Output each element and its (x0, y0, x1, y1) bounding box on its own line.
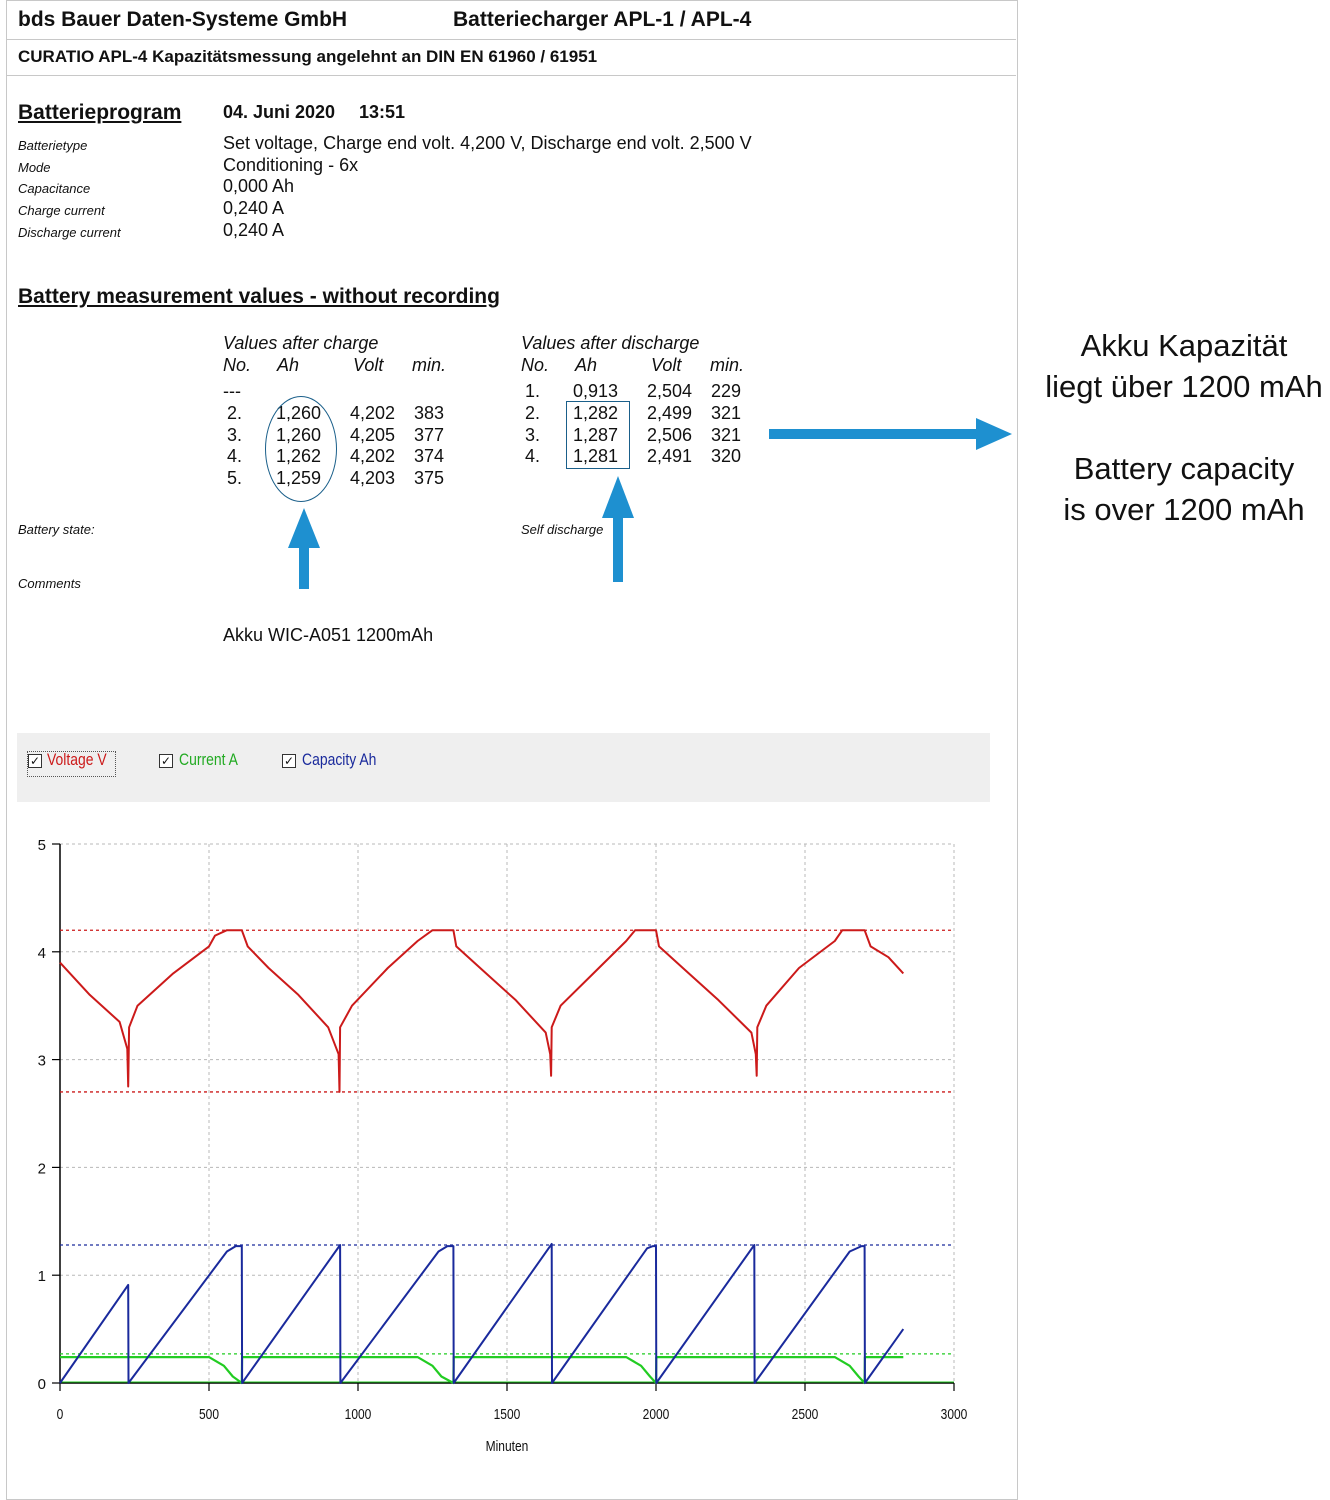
discharge-row-2-min: 321 (711, 403, 742, 423)
annotation-de-line2: liegt über 1200 mAh (1045, 369, 1323, 404)
discharge-row-2-no: 2. (525, 403, 541, 423)
program-value-batterietype: Set voltage, Charge end volt. 4,200 V, Discharge end volt. 2,500 V (223, 133, 752, 153)
discharge-row-4-ah: 1,281 (573, 446, 619, 466)
discharge-row-2-volt: 2,499 (647, 403, 693, 423)
y-tick-label: 2 (37, 1160, 46, 1178)
company-name: bds Bauer Daten-Systeme GmbH (18, 8, 348, 31)
program-value-capacitance: 0,000 Ah (223, 176, 295, 196)
discharge-row-2-ah: 1,282 (573, 403, 619, 423)
program-date: 04. Juni 2020 (223, 102, 336, 122)
x-tick-label: 2500 (791, 1405, 819, 1423)
charge-row-4-volt: 4,202 (350, 446, 396, 466)
y-tick-label: 0 (37, 1376, 46, 1393)
charge-header-min: min. (412, 355, 447, 375)
voltage-legend-label[interactable]: Voltage V (47, 750, 107, 769)
discharge-table-title: Values after discharge (521, 333, 700, 353)
y-tick-label: 4 (37, 944, 46, 962)
charge-header-ah: Ah (277, 355, 300, 375)
annotation-de-line1: Akku Kapazität (1080, 328, 1288, 363)
program-time: 13:51 (359, 102, 406, 122)
arrow-up-discharge-icon (602, 476, 634, 582)
charge-row-3-ah: 1,260 (276, 425, 322, 445)
program-label-discharge-current: Discharge current (18, 225, 121, 240)
discharge-row-3-volt: 2,506 (647, 425, 693, 445)
charge-row-2-ah: 1,260 (276, 403, 322, 423)
series-line-current-a (60, 1357, 903, 1383)
x-tick-label: 3000 (940, 1405, 968, 1423)
discharge-row-3-no: 3. (525, 425, 541, 445)
discharge-row-4-volt: 2,491 (647, 446, 693, 466)
discharge-row-1-ah: 0,913 (573, 381, 619, 401)
capacity-checkbox[interactable]: ✓ (283, 754, 295, 768)
measurement-title: Battery measurement values - without recording (18, 285, 500, 308)
charge-row-5-no: 5. (227, 468, 243, 488)
charge-row-4-ah: 1,262 (276, 446, 322, 466)
comment-text: Akku WIC-A051 1200mAh (223, 625, 434, 645)
discharge-row-1-no: 1. (525, 381, 541, 401)
annotation-en-line2: is over 1200 mAh (1063, 492, 1305, 527)
charge-row-5-ah: 1,259 (276, 468, 322, 488)
program-label-batterietype: Batterietype (18, 138, 88, 153)
charge-row-2-min: 383 (414, 403, 445, 423)
chart-legend-bar (17, 733, 990, 802)
product-name: Batteriecharger APL-1 / APL-4 (453, 8, 752, 31)
battery-state-label: Battery state: (18, 522, 95, 537)
discharge-row-4-min: 320 (711, 446, 742, 466)
battery-chart (0, 820, 1010, 1470)
current-checkbox[interactable]: ✓ (160, 754, 172, 768)
x-tick-label: 2000 (642, 1405, 670, 1423)
annotation-en-line1: Battery capacity (1073, 451, 1295, 486)
program-label-mode: Mode (18, 160, 51, 175)
discharge-header-volt: Volt (651, 355, 682, 375)
x-tick-label: 1500 (493, 1405, 521, 1423)
discharge-row-3-min: 321 (711, 425, 742, 445)
y-tick-label: 5 (37, 837, 46, 854)
charge-row-5-min: 375 (414, 468, 445, 488)
charge-row-5-volt: 4,203 (350, 468, 396, 488)
x-tick-label: 0 (56, 1405, 64, 1423)
discharge-header-min: min. (710, 355, 745, 375)
charge-row-2-no: 2. (227, 403, 243, 423)
x-tick-label: 1000 (344, 1405, 372, 1423)
series-line-voltage-v (60, 930, 903, 1092)
discharge-row-1-min: 229 (711, 381, 742, 401)
discharge-header-no: No. (521, 355, 550, 375)
current-legend-label[interactable]: Current A (179, 750, 238, 769)
program-value-mode: Conditioning - 6x (223, 155, 359, 175)
program-value-charge-current: 0,240 A (223, 198, 285, 218)
arrow-right-icon (769, 418, 1012, 450)
program-label-charge-current: Charge current (18, 203, 105, 218)
series-line-capacity-ah (60, 1244, 903, 1383)
y-tick-label: 1 (37, 1268, 46, 1286)
charge-row-2-volt: 4,202 (350, 403, 396, 423)
charge-row-1-no: --- (223, 381, 241, 401)
discharge-row-4-no: 4. (525, 446, 541, 466)
discharge-row-3-ah: 1,287 (573, 425, 619, 445)
charge-row-3-no: 3. (227, 425, 243, 445)
x-tick-label: 500 (198, 1405, 220, 1423)
self-discharge-label: Self discharge (521, 522, 604, 537)
report-subtitle: CURATIO APL-4 Kapazitätsmessung angelehnt an DIN EN 61960 / 61951 (18, 47, 598, 66)
discharge-header-ah: Ah (575, 355, 598, 375)
charge-header-volt: Volt (353, 355, 384, 375)
y-tick-label: 3 (37, 1052, 46, 1070)
voltage-checkbox[interactable]: ✓ (29, 754, 41, 768)
charge-row-3-volt: 4,205 (350, 425, 396, 445)
x-axis-label: Minuten (485, 1437, 529, 1455)
discharge-row-1-volt: 2,504 (647, 381, 693, 401)
capacity-legend-label[interactable]: Capacity Ah (302, 750, 377, 769)
charge-row-4-no: 4. (227, 446, 243, 466)
comments-label: Comments (18, 576, 81, 591)
charge-table-title: Values after charge (223, 333, 379, 353)
charge-row-4-min: 374 (414, 446, 445, 466)
program-label-capacitance: Capacitance (18, 181, 91, 196)
arrow-up-charge-icon (288, 508, 320, 589)
program-value-discharge-current: 0,240 A (223, 220, 285, 240)
charge-row-3-min: 377 (414, 425, 445, 445)
program-title: Batterieprogram (18, 101, 182, 124)
charge-header-no: No. (223, 355, 252, 375)
